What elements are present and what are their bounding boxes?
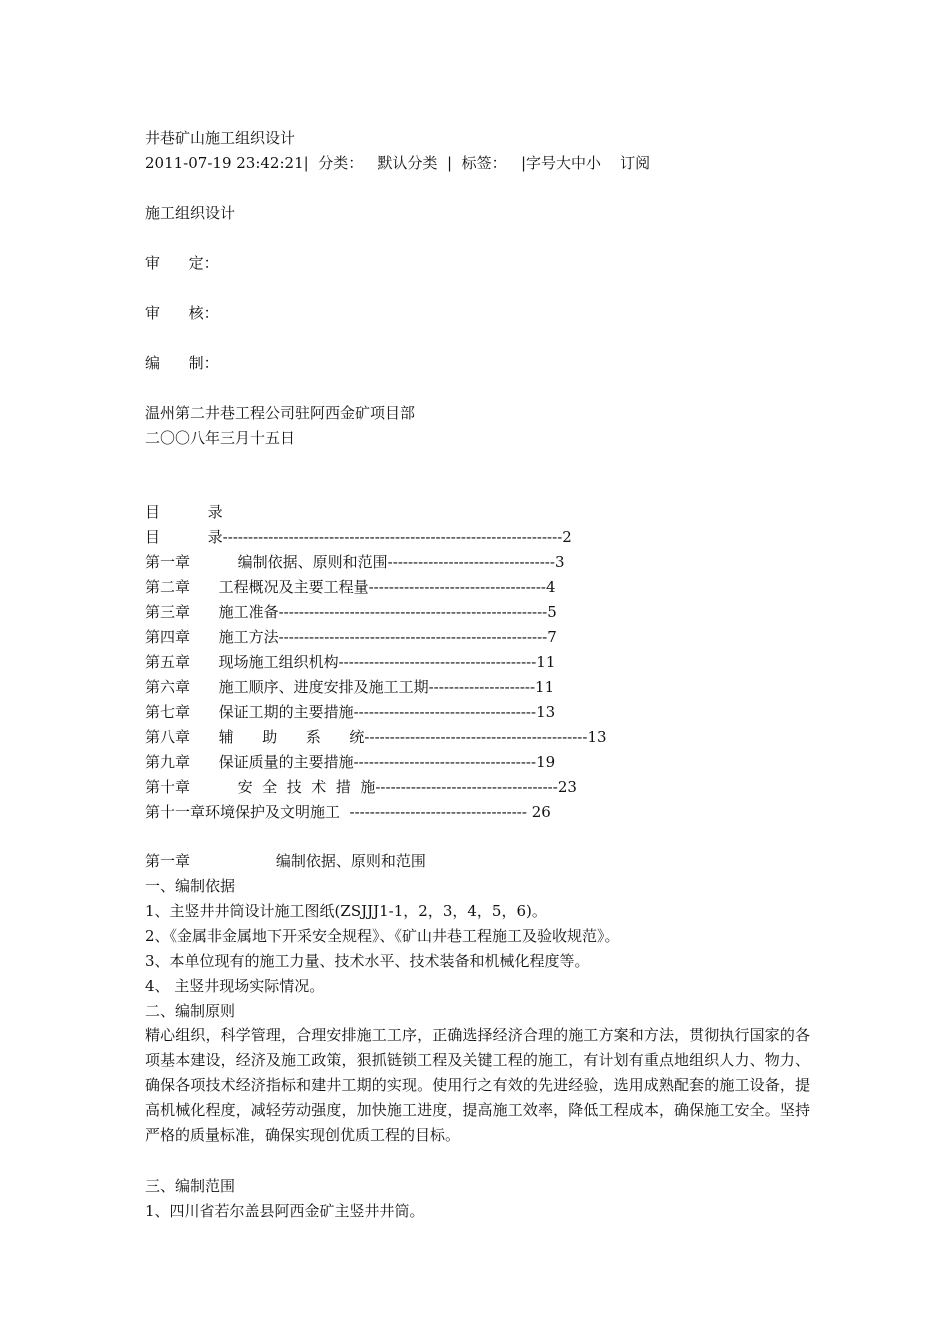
toc-title: 目 录 — [145, 503, 223, 521]
list-item: 1、主竖井井筒设计施工图纸(ZSJJJ1-1，2，3，4，5，6)。 — [145, 902, 547, 920]
toc-entry: 第二章 工程概况及主要工程量-----------------------------------4 — [145, 578, 556, 596]
section-heading: 三、编制范围 — [145, 1177, 236, 1195]
section-heading: 一、编制依据 — [145, 877, 236, 895]
list-item: 3、本单位现有的施工力量、技术水平、技术装备和机械化程度等。 — [145, 952, 590, 970]
approve-line: 审 定： — [145, 254, 219, 272]
toc-entry: 第十一章环境保护及文明施工 ----------------------------------- 26 — [145, 803, 551, 821]
toc-entry: 第五章 现场施工组织机构---------------------------------------11 — [145, 653, 556, 671]
principle-paragraph: 精心组织，科学管理，合理安排施工工序，正确选择经济合理的施工方案和方法，贯彻执行国家的各项基本建设，经济及施工政策，狠抓链锁工程及关键工程的施工，有计划有重点地组织人力、物力、确保各项技术经济指标和建井工期的实现。使用行之有效的先进经验，选用成熟配套的施工设备，提高机械化程度，减轻劳动强度，加快施工进度，提高施工效率，降低工程成本，确保施工安全。坚持严格的质量标准，确保实现创优质工程的目标。 — [145, 1026, 810, 1144]
toc-entry: 第十章 安 全 技 术 措 施------------------------------------23 — [145, 778, 577, 796]
post-meta: 2011-07-19 23:42:21| 分类： 默认分类 | 标签： |字号大中小 订阅 — [145, 154, 651, 172]
toc-entry: 第九章 保证质量的主要措施------------------------------------19 — [145, 753, 556, 771]
toc-entry: 第六章 施工顺序、进度安排及施工工期---------------------11 — [145, 678, 555, 696]
toc-entry: 第一章 编制依据、原则和范围---------------------------------3 — [145, 553, 565, 571]
toc-entry: 第八章 辅 助 系 统--------------------------------------------13 — [145, 728, 607, 746]
list-item: 2、《金属非金属地下开采安全规程》、《矿山井巷工程施工及验收规范》。 — [145, 927, 620, 945]
list-item: 1、四川省若尔盖县阿西金矿主竖井井筒。 — [145, 1202, 425, 1220]
review-line: 审 核： — [145, 304, 219, 322]
toc-entry: 第四章 施工方法-----------------------------------------------------7 — [145, 628, 557, 646]
document-date: 二〇〇八年三月十五日 — [145, 429, 296, 447]
chapter-heading: 第一章 编制依据、原则和范围 — [145, 852, 426, 870]
toc-entry: 第三章 施工准备-----------------------------------------------------5 — [145, 603, 557, 621]
cover-heading: 施工组织设计 — [145, 204, 236, 222]
post-title: 井巷矿山施工组织设计 — [145, 129, 296, 147]
toc-entry: 目 录-------------------------------------------------------------------2 — [145, 528, 572, 546]
toc-entry: 第七章 保证工期的主要措施------------------------------------13 — [145, 703, 556, 721]
list-item: 4、 主竖井现场实际情况。 — [145, 977, 325, 995]
section-heading: 二、编制原则 — [145, 1002, 236, 1020]
compile-line: 编 制： — [145, 354, 219, 372]
organization: 温州第二井巷工程公司驻阿西金矿项目部 — [145, 404, 416, 422]
